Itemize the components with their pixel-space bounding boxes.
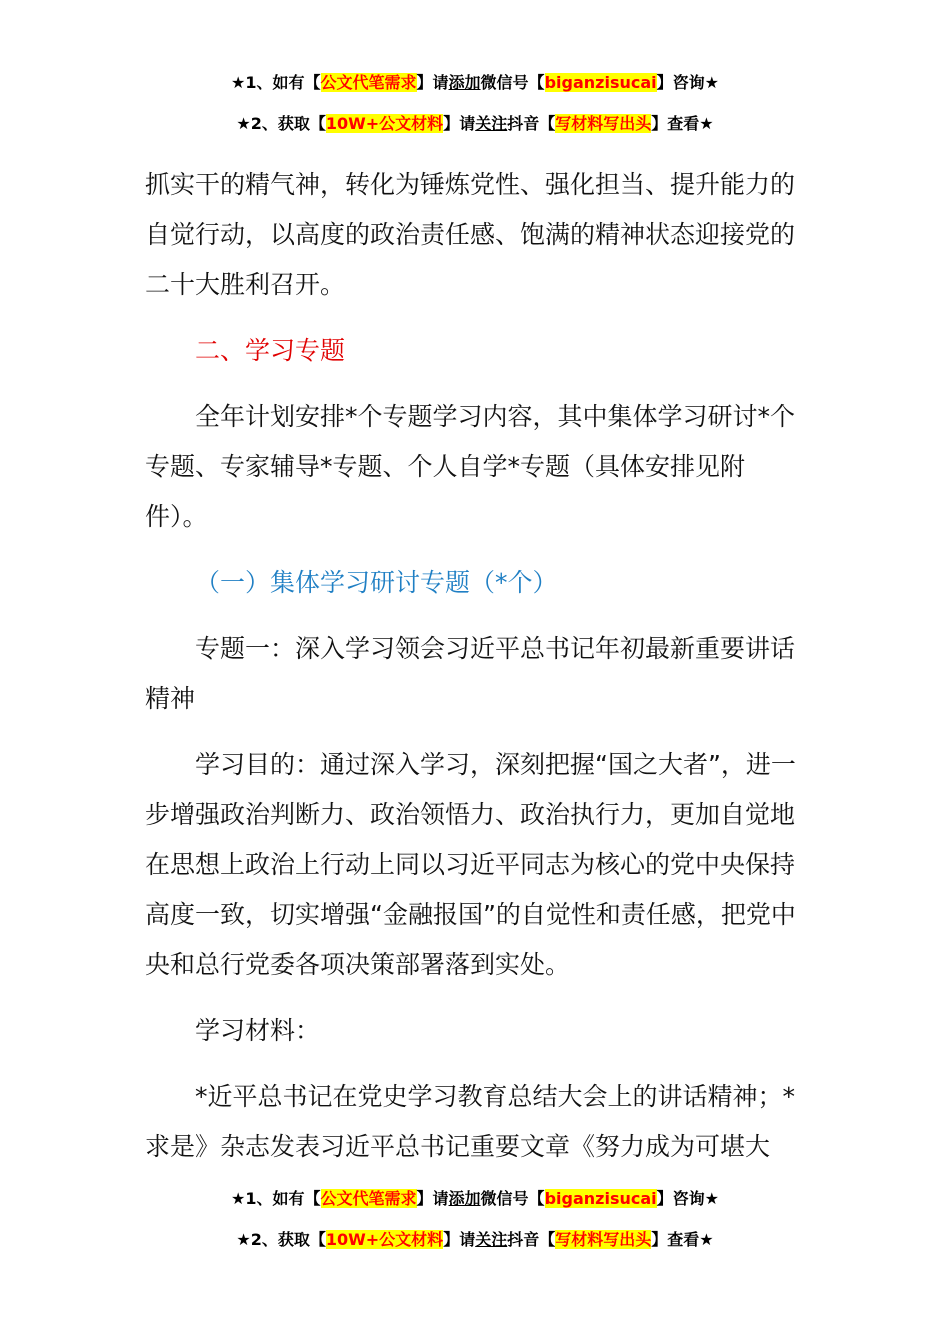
- banner-text: 抖音【: [507, 1230, 556, 1249]
- banner-text: ★2、获取【: [236, 114, 326, 133]
- promo-banner-bottom-2: [0, 1227, 950, 1250]
- banner-highlight: 写材料写出头: [555, 1230, 652, 1249]
- banner-highlight: 10W+公文材料: [325, 114, 444, 133]
- banner-highlight: biganzisucai: [544, 1189, 657, 1208]
- paragraph-materials: *近平总书记在党史学习教育总结大会上的讲话精神；*求是》杂志发表习近平总书记重要文章《努力成为可堪大: [145, 1082, 796, 1161]
- document-body: [145, 160, 807, 1172]
- paragraph-continuation: 抓实干的精气神，转化为锤炼党性、强化担当、提升能力的自觉行动，以高度的政治责任感、饱满的精神状态迎接党的二十大胜利召开。: [145, 170, 796, 299]
- section-heading: 二、学习专题: [195, 336, 346, 365]
- promo-banner-top-2: [0, 111, 950, 134]
- banner-text: 】咨询★: [656, 1189, 719, 1208]
- banner-text: 】请: [416, 73, 449, 92]
- banner-highlight: 写材料写出头: [555, 114, 652, 133]
- banner-underline: 添加: [448, 1189, 481, 1208]
- banner-highlight: biganzisucai: [544, 73, 657, 92]
- banner-text: 微信号【: [480, 73, 545, 92]
- subsection-heading: （一）集体学习研讨专题（*个）: [195, 568, 558, 597]
- promo-banner-top-1: [0, 70, 950, 93]
- banner-underline: 关注: [475, 114, 508, 133]
- banner-text: 】查看★: [651, 1230, 714, 1249]
- banner-text: 微信号【: [480, 1189, 545, 1208]
- banner-text: 】咨询★: [656, 73, 719, 92]
- banner-underline: 添加: [448, 73, 481, 92]
- paragraph-topic-one: 专题一：深入学习领会习近平总书记年初最新重要讲话精神: [145, 634, 796, 713]
- banner-text: 】请: [416, 1189, 449, 1208]
- paragraph-materials-label: 学习材料：: [195, 1016, 321, 1045]
- banner-text: ★1、如有【: [231, 1189, 321, 1208]
- paragraph-purpose: 学习目的：通过深入学习，深刻把握“国之大者”，进一步增强政治判断力、政治领悟力、政治执行力，更加自觉地在思想上政治上行动上同以习近平同志为核心的党中央保持高度一致，切实增强“金融报国”的自觉性和责任感，把党中央和总行党委各项决策部署落到实处。: [145, 750, 796, 979]
- paragraph-plan: 全年计划安排*个专题学习内容，其中集体学习研讨*个专题、专家辅导*专题、个人自学*专题（具体安排见附件）。: [145, 402, 796, 531]
- banner-text: 】请: [443, 114, 476, 133]
- banner-underline: 关注: [475, 1230, 508, 1249]
- banner-text: 】查看★: [651, 114, 714, 133]
- banner-text: ★1、如有【: [231, 73, 321, 92]
- banner-text: 抖音【: [507, 114, 556, 133]
- banner-highlight: 10W+公文材料: [325, 1230, 444, 1249]
- banner-text: ★2、获取【: [236, 1230, 326, 1249]
- banner-highlight: 公文代笔需求: [320, 1189, 417, 1208]
- banner-text: 】请: [443, 1230, 476, 1249]
- banner-highlight: 公文代笔需求: [320, 73, 417, 92]
- promo-banner-bottom-1: [0, 1186, 950, 1209]
